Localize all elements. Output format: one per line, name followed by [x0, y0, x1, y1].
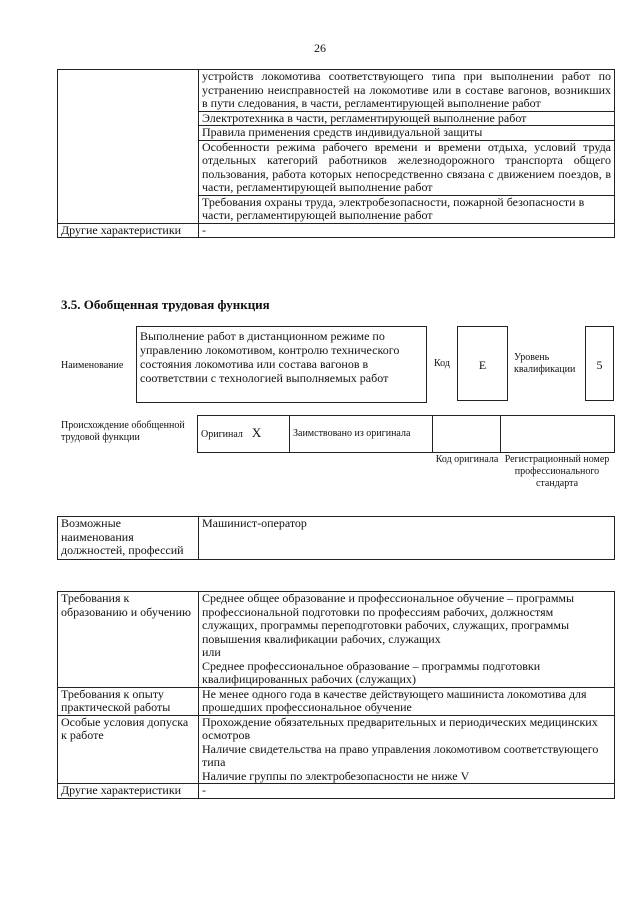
- table-cell-text: Требования охраны труда, электробезопасности, пожарной безопасности в части, регламентирующей выполнение работ: [199, 195, 615, 223]
- table-cell-text: -: [199, 223, 615, 238]
- table-cell-label: [58, 70, 199, 224]
- name-value: Выполнение работ в дистанционном режиме по управлению локомотивом, контролю технического состояния локомотива или состава вагонов в соответствии с технологией выполняемых работ: [140, 329, 400, 385]
- requirement-line: Наличие группы по электробезопасности не ниже V: [202, 768, 470, 783]
- code-box: [457, 326, 508, 401]
- origin-cell: [198, 416, 290, 453]
- requirements-table: [57, 591, 615, 799]
- table-cell-text: устройств локомотива соответствующего типа при выполнении работ по устранению неисправностей на локомотиве или в составе вагонов, возникших в пути следования, в части, регламентирующей выполнение работ: [199, 70, 615, 112]
- requirement-line: Не менее одного года в качестве действующего машиниста локомотива для прошедших профессиональное обучение: [202, 686, 587, 714]
- borrowed-label: Заимствовано из оригинала: [290, 416, 433, 453]
- code-label: Код: [434, 358, 450, 369]
- reg-number-cell: [501, 416, 615, 453]
- section-title: 3.5. Обобщенная трудовая функция: [61, 297, 270, 312]
- positions-table: [57, 516, 615, 560]
- table-row: [58, 715, 615, 784]
- requirement-value: [199, 715, 615, 784]
- requirement-line: Среднее общее образование и профессиональное обучение – программы профессиональной подготовки по профессиям рабочих, должностям служащих, программы переподготовки рабочих, служащих, программы повышения квалификации рабочих, служащих: [202, 591, 575, 646]
- name-box: [136, 326, 427, 403]
- page-number: 26: [314, 41, 326, 55]
- name-label: Наименование: [61, 360, 124, 371]
- reg-number-caption: Регистрационный номер профессионального стандарта: [504, 454, 610, 489]
- requirement-line: Прохождение обязательных предварительных и периодических медицинских осмотров: [202, 714, 598, 742]
- origin-table: [197, 415, 615, 453]
- table-row: [58, 517, 615, 560]
- code-original-caption: Код оригинала: [435, 454, 499, 465]
- requirement-line: Наличие свидетельства на право управления локомотивом соответствующего типа: [202, 741, 599, 769]
- level-box: [585, 326, 614, 401]
- table-row: [58, 592, 615, 688]
- level-label: Уровень квалификации: [514, 352, 576, 375]
- origin-label: Происхождение обобщенной трудовой функции: [61, 420, 185, 443]
- requirement-line: Среднее профессиональное образование – программы подготовки квалифицированных рабочих (служащих): [202, 658, 541, 686]
- original-label: Оригинал: [201, 429, 243, 441]
- table-row: [58, 687, 615, 715]
- requirement-value: [199, 784, 615, 799]
- table-row: [58, 223, 615, 238]
- table-row: [198, 416, 615, 453]
- positions-value: Машинист-оператор: [199, 517, 615, 560]
- requirement-label: Требования к образованию и обучению: [58, 592, 199, 688]
- table-cell-text: Особенности режима рабочего времени и времени отдыха, условий труда отдельных категорий работников железнодорожного транспорта общего пользования, работа которых непосредственно связана с движением поездов, в части, регламентирующей выполнение работ: [199, 140, 615, 195]
- level-value: 5: [596, 358, 603, 372]
- requirement-label: Требования к опыту практической работы: [58, 687, 199, 715]
- requirement-label: Особые условия допуска к работе: [58, 715, 199, 784]
- table-cell-label: Другие характеристики: [58, 223, 199, 238]
- table-cell-text: Электротехника в части, регламентирующей выполнение работ: [199, 111, 615, 126]
- code-original-cell: [433, 416, 501, 453]
- table-row: [58, 70, 615, 112]
- original-mark: X: [251, 425, 262, 441]
- requirement-line: или: [202, 645, 221, 659]
- requirement-value: [199, 687, 615, 715]
- knowledge-table: [57, 69, 615, 238]
- requirement-label: Другие характеристики: [58, 784, 199, 799]
- positions-label: Возможные наименования должностей, профессий: [58, 517, 199, 560]
- table-cell-text: Правила применения средств индивидуальной защиты: [199, 126, 615, 141]
- requirement-line: -: [202, 783, 206, 797]
- requirement-value: [199, 592, 615, 688]
- table-row: [58, 784, 615, 799]
- code-value: E: [478, 358, 487, 372]
